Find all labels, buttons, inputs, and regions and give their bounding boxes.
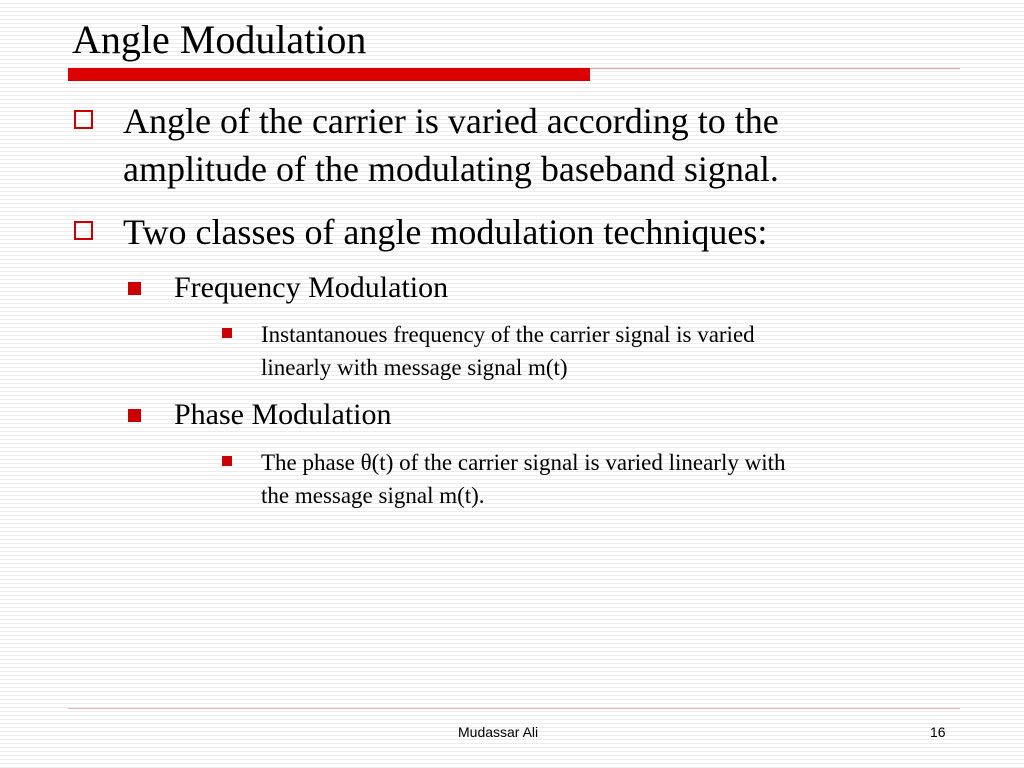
title-accent-bar — [68, 68, 590, 81]
hollow-square-icon — [74, 110, 93, 129]
footer-author: Mudassar Ali — [458, 724, 539, 740]
sub-bullet-label: Frequency Modulation — [174, 271, 449, 304]
detail-text-line: the message signal m(t). — [261, 483, 485, 508]
hollow-square-icon — [74, 221, 93, 240]
detail-phase-modulation — [222, 446, 922, 512]
filled-square-icon — [128, 409, 141, 422]
detail-text-line: The phase θ(t) of the carrier signal is varied linearly with — [261, 450, 786, 475]
filled-square-icon — [128, 282, 141, 295]
slide-title: Angle Modulation — [72, 17, 367, 62]
sub-bullet-phase-modulation — [128, 397, 888, 433]
sub-bullet-frequency-modulation — [128, 270, 888, 306]
bullet-two-classes — [72, 208, 952, 256]
bullet-text-line: Angle of the carrier is varied according to the — [123, 101, 779, 141]
filled-square-icon — [222, 456, 232, 466]
bullet-text-line: Two classes of angle modulation techniques: — [123, 212, 768, 252]
sub-bullet-label: Phase Modulation — [174, 398, 392, 431]
detail-text-line: linearly with message signal m(t) — [261, 355, 568, 380]
bullet-carrier-angle — [72, 97, 952, 193]
title-underline-rule — [590, 68, 960, 69]
filled-square-icon — [222, 328, 232, 338]
detail-text-line: Instantanoues frequency of the carrier signal is varied — [261, 322, 755, 347]
bullet-text-line: amplitude of the modulating baseband signal. — [123, 149, 779, 189]
detail-frequency-modulation — [222, 318, 922, 384]
footer-rule — [68, 708, 960, 709]
page-number: 16 — [930, 724, 946, 740]
